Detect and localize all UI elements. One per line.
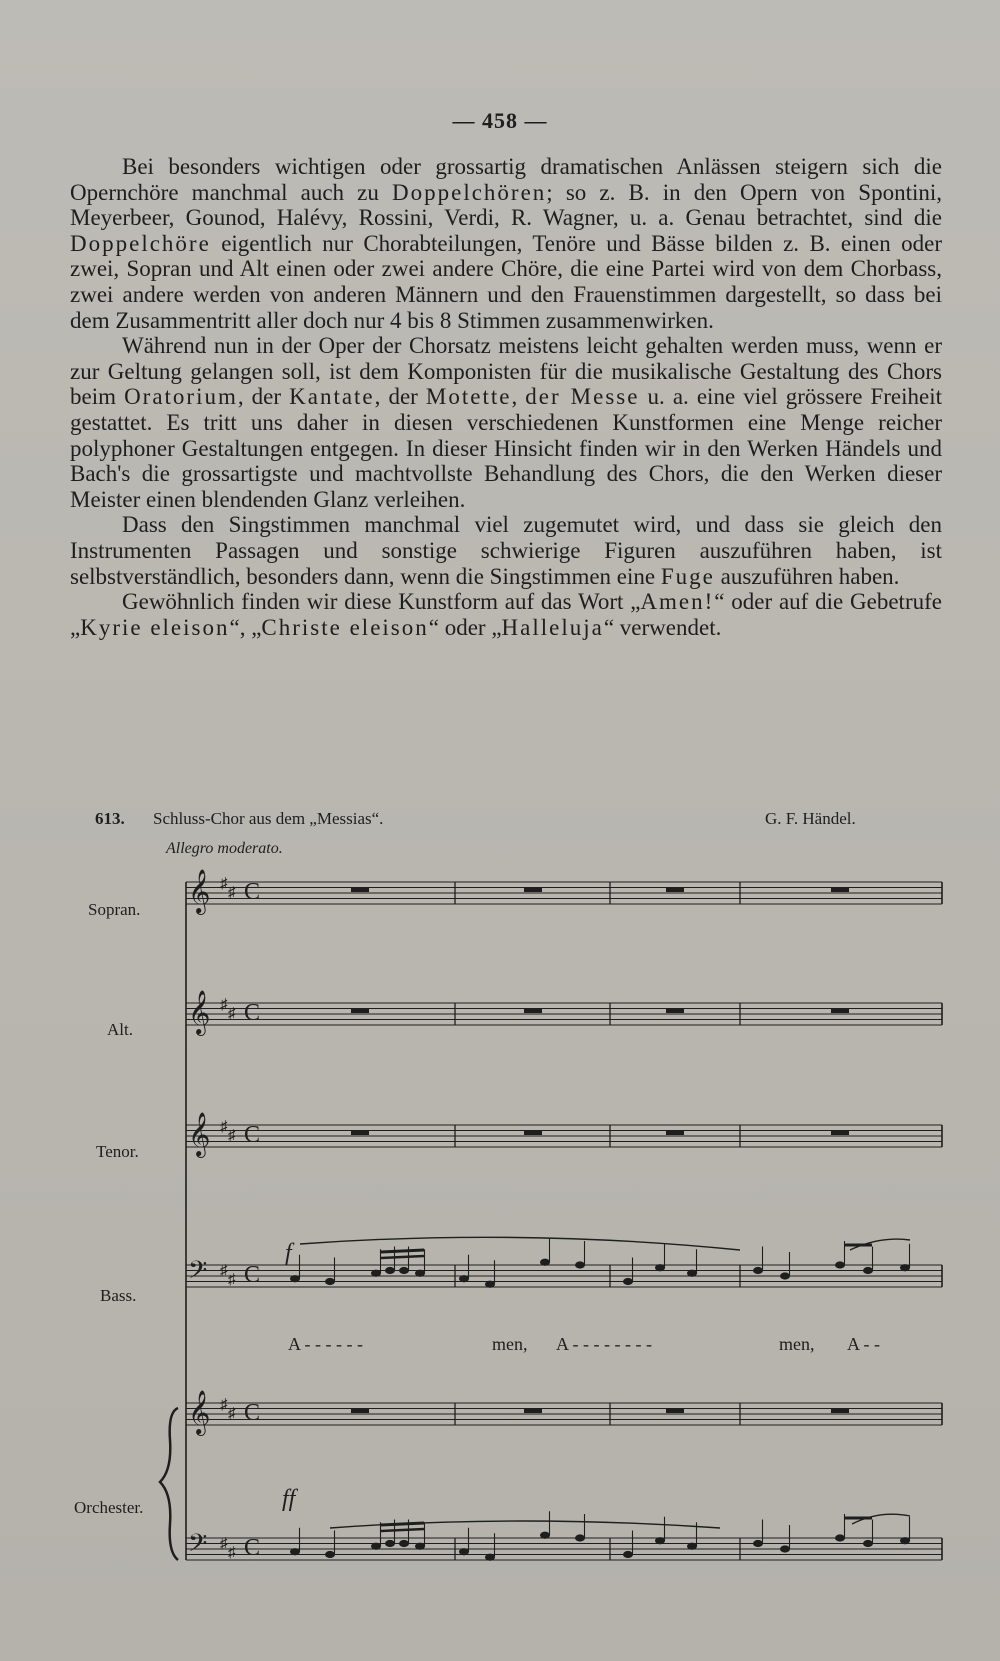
slur (300, 1237, 740, 1250)
whole-rest-icon (524, 1409, 542, 1414)
whole-rest-icon (831, 888, 849, 893)
voice-label-sopran: Sopran. (88, 900, 141, 919)
note-head (835, 1261, 845, 1268)
text-run: “, „ (229, 614, 262, 640)
text-run: u. a. eine viel grössere Freiheit gestattet. Es tritt uns daher in diesen verschiedenen Kunstformen eine Menge reicher polyphoner Gestaltungen entgegen. In dieser Hinsicht finden wir in den Werken Händels und Bach's die grossartigste und machtvollste Behandlung des Chors, die den Werken dieser Meister einen blendenden Glanz verleihen. (70, 384, 943, 512)
sharp-icon: ♯ (228, 885, 236, 901)
lyrics (280, 1334, 910, 1358)
text-run: “ oder „ (428, 614, 502, 640)
spaced-emphasis: der Messe (525, 384, 640, 410)
note-head (485, 1554, 495, 1561)
text-run: , der (237, 384, 290, 410)
whole-rest-icon (666, 1009, 684, 1014)
bass-clef-icon: 𝄢 (188, 1529, 208, 1564)
text-run: , der (374, 384, 426, 410)
common-time-icon: C (244, 879, 261, 905)
note-head (780, 1272, 790, 1279)
bass-clef-icon: 𝄢 (188, 1256, 208, 1291)
note-head (780, 1545, 790, 1552)
common-time-icon: C (244, 1000, 261, 1026)
sharp-icon: ♯ (228, 1406, 236, 1422)
note-head (575, 1261, 585, 1268)
sharp-icon: ♯ (220, 876, 228, 892)
whole-rest-icon (524, 1131, 542, 1136)
tempo-marking: Allegro moderato. (166, 840, 283, 857)
note-head (863, 1267, 873, 1274)
orchestra-brace (160, 1408, 178, 1560)
whole-rest-icon (831, 1131, 849, 1136)
voice-label-tenor: Tenor. (96, 1142, 139, 1161)
spaced-emphasis: Halleluja (501, 614, 604, 640)
text-run: “ verwendet. (603, 614, 722, 640)
sharp-icon: ♯ (228, 1545, 236, 1561)
note-head (753, 1540, 763, 1547)
text-run: , (511, 384, 526, 410)
treble-clef-icon: 𝄞 (188, 1390, 211, 1434)
lyric-a2: A - - - - - - - - (556, 1334, 652, 1354)
spaced-emphasis: Amen! (640, 589, 715, 615)
whole-rest-icon (666, 888, 684, 893)
note-head (623, 1551, 633, 1558)
note-head (900, 1537, 910, 1544)
common-time-icon: C (244, 1535, 261, 1561)
lyric-men1: men, (492, 1334, 528, 1354)
spaced-emphasis: Oratorium (124, 384, 238, 410)
spaced-emphasis: Fuge (660, 563, 715, 589)
note-head (371, 1543, 381, 1550)
text-run: “ oder auf die Gebetrufe „ (70, 589, 942, 640)
note-head (399, 1267, 409, 1274)
note-head (371, 1270, 381, 1277)
note-head (540, 1532, 550, 1539)
sharp-icon: ♯ (228, 1272, 236, 1288)
text-run: eigentlich nur Chorabteilungen, Tenöre und Bässe bilden z. B. einen oder zwei, Sopran und Alt einen oder zwei andere Chöre, die eine Partei wird von dem Chorbass, zwei andere werden von anderen Männern und den Frauenstimmen dargestellt, so dass bei dem Zusammentritt aller doch nur 4 bis 8 Stimmen zusammenwirken. (70, 230, 942, 333)
note-head (290, 1548, 300, 1555)
note-head (459, 1548, 469, 1555)
text-run: ; so z. B. in den Opern von Spontini, Meyerbeer, Gounod, Halévy, Rossini, Verdi, R. Wagner, u. a. Genau betrachtet, sind die (70, 179, 942, 231)
example-title: Schluss-Chor aus dem „Messias“. (153, 809, 384, 828)
note-head (485, 1281, 495, 1288)
note-head (900, 1264, 910, 1271)
common-time-icon: C (244, 1122, 261, 1148)
note-head (575, 1534, 585, 1541)
note-head (540, 1259, 550, 1266)
spaced-emphasis: Kantate (289, 384, 375, 410)
note-head (385, 1267, 395, 1274)
note-head (325, 1278, 335, 1285)
note-head (753, 1267, 763, 1274)
whole-rest-icon (351, 1409, 369, 1414)
dynamic-forte: f (285, 1240, 292, 1266)
text-run: Gewöhnlich finden wir diese Kunstform auf das Wort „ (122, 589, 641, 615)
sharp-icon: ♯ (220, 1397, 228, 1413)
sharp-icon: ♯ (220, 1536, 228, 1552)
note-head (415, 1270, 425, 1277)
note-head (655, 1537, 665, 1544)
spaced-emphasis: Kyrie eleison (80, 614, 230, 640)
whole-rest-icon (351, 1009, 369, 1014)
whole-rest-icon (666, 1131, 684, 1136)
spaced-emphasis: Christe eleison (261, 614, 429, 640)
note-head (687, 1270, 697, 1277)
page-number: — 458 — (452, 108, 548, 133)
note-head (687, 1543, 697, 1550)
example-composer: G. F. Händel. (765, 809, 856, 828)
whole-rest-icon (351, 888, 369, 893)
whole-rest-icon (351, 1131, 369, 1136)
treble-clef-icon: 𝄞 (188, 1112, 211, 1156)
sharp-icon: ♯ (220, 1263, 228, 1279)
sharp-icon: ♯ (228, 1006, 236, 1022)
voice-label-alt: Alt. (107, 1020, 133, 1039)
slur (330, 1521, 720, 1528)
treble-clef-icon: 𝄞 (188, 869, 211, 913)
whole-rest-icon (666, 1409, 684, 1414)
note-head (459, 1275, 469, 1282)
text-run: Dass den Singstimmen manchmal viel zugemutet wird, und dass sie gleich den Instrumenten Passagen und sonstige schwierige Figuren auszuführen haben, ist selbstverständlich, besonders dann, wenn die Singstimmen eine (70, 512, 942, 589)
note-head (385, 1540, 395, 1547)
note-beam (380, 1256, 424, 1258)
lyric-a1: A - - - - - - (288, 1334, 363, 1354)
lyric-a3: A - - (847, 1334, 880, 1354)
spaced-emphasis: Doppelchöre (70, 230, 211, 256)
note-head (325, 1551, 335, 1558)
text-run: auszuführen haben. (714, 563, 900, 589)
voice-label-bass: Bass. (100, 1286, 137, 1305)
spaced-emphasis: Motette (425, 384, 512, 410)
whole-rest-icon (524, 1009, 542, 1014)
note-beam (380, 1529, 424, 1531)
whole-rest-icon (831, 1409, 849, 1414)
note-head (399, 1540, 409, 1547)
whole-rest-icon (831, 1009, 849, 1014)
sharp-icon: ♯ (220, 997, 228, 1013)
whole-rest-icon (524, 888, 542, 893)
treble-clef-icon: 𝄞 (188, 990, 211, 1034)
voice-label-orchester: Orchester. (74, 1498, 144, 1517)
example-number: 613. (95, 809, 125, 828)
spaced-emphasis: Doppelchören (392, 179, 547, 205)
note-head (655, 1264, 665, 1271)
common-time-icon: C (244, 1262, 261, 1288)
sharp-icon: ♯ (228, 1128, 236, 1144)
sharp-icon: ♯ (220, 1119, 228, 1135)
dynamic-fortissimo: ff (282, 1486, 296, 1512)
note-head (835, 1534, 845, 1541)
note-head (290, 1275, 300, 1282)
note-beam (380, 1250, 424, 1252)
note-head (623, 1278, 633, 1285)
note-head (415, 1543, 425, 1550)
note-head (863, 1540, 873, 1547)
lyric-men2: men, (779, 1334, 815, 1354)
text-run: Bei besonders wichtigen oder grossartig dramatischen Anlässen steigern sich die Opernchöre manchmal auch zu (70, 154, 942, 205)
common-time-icon: C (244, 1400, 261, 1426)
text-run: Während nun in der Oper der Chorsatz meistens leicht gehalten werden muss, wenn er zur Geltung gelangen soll, ist dem Komponisten für die musikalische Gestaltung des Chors beim (70, 333, 942, 410)
